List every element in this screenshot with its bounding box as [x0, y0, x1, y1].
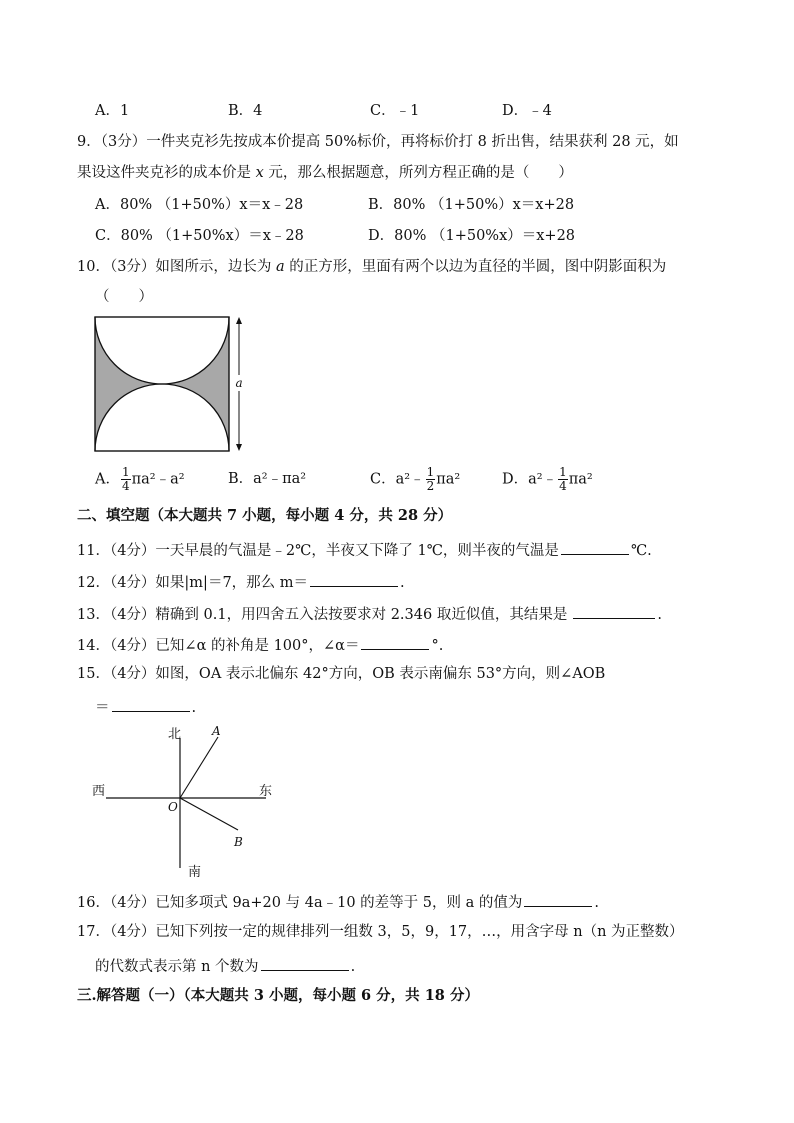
- q15-compass-figure: [88, 718, 288, 884]
- q15-label-south: 南: [188, 865, 202, 880]
- section-3-title: 三.解答题（一）（本大题共 3 小题，每小题 6 分，共 18 分）: [77, 987, 479, 1004]
- q10-option-a-prefix: A．: [95, 471, 120, 488]
- question-14: [77, 633, 443, 656]
- q10-square-figure: [90, 313, 250, 455]
- q10-option-a-denominator: 4: [121, 479, 130, 493]
- q15-stem-line2: [95, 695, 196, 718]
- q8-option-d: D．﹣4: [502, 103, 552, 119]
- q13-answer-blank[interactable]: [573, 602, 655, 619]
- q9-option-a: A．80% （1+50%）x＝x﹣28: [95, 197, 304, 213]
- q17-text: 的代数式表示第 n 个数为: [95, 959, 259, 975]
- q10-stem-text-end: 的正方形，里面有两个以边为直径的半圆，图中阴影面积为: [284, 259, 667, 275]
- q14-answer-blank[interactable]: [361, 633, 429, 650]
- q10-option-d-denominator: 4: [559, 479, 567, 493]
- q16-answer-blank[interactable]: [524, 890, 592, 907]
- q10-variable: a: [276, 259, 285, 275]
- q9-stem-text: 果设这件夹克衫的成本价是: [77, 165, 256, 181]
- q10-option-c-fraction: [426, 466, 436, 493]
- q10-stem-line1: [77, 257, 666, 277]
- q11-unit: ℃.: [630, 543, 652, 559]
- q16-period: .: [594, 895, 599, 911]
- q10-option-d-prefix: D．a²﹣: [502, 471, 558, 488]
- q10-option-d-rest: πa²: [568, 471, 593, 488]
- q9-option-b: B．80% （1+50%）x＝x+28: [368, 197, 575, 213]
- q11-answer-blank[interactable]: [561, 538, 629, 555]
- q17-stem-line2: [95, 954, 355, 977]
- q9-stem-line1: 9．（3分）一件夹克衫先按成本价提高 50%标价，再将标价打 8 折出售，结果获利 28 元，如: [77, 134, 679, 150]
- q10-option-c: [370, 466, 460, 493]
- q15-period: .: [191, 700, 197, 716]
- q8-option-a: A．1: [95, 103, 130, 119]
- q15-label-a: A: [212, 724, 221, 738]
- q10-option-d: [502, 466, 593, 493]
- q13-text: 13．（4分）精确到 0.1，用四舍五入法按要求对 2.346 取近似值，其结果是: [77, 607, 568, 623]
- q10-option-d-numerator: 1: [559, 465, 567, 479]
- q10-option-b: B．a²﹣πa²: [228, 471, 307, 487]
- q17-stem-line1: 17．（4分）已知下列按一定的规律排列一组数 3，5，9，17，…，用含字母 n（n 为正整数）: [77, 924, 684, 940]
- q15-ray-ob: [180, 798, 238, 830]
- section-2-title: 二、填空题（本大题共 7 小题，每小题 4 分，共 28 分）: [77, 507, 453, 524]
- q15-label-north: 北: [168, 727, 182, 742]
- q10-option-a-fraction: [121, 466, 131, 493]
- q10-option-a-rest: πa²﹣a²: [131, 471, 185, 488]
- q15-answer-blank[interactable]: [112, 695, 190, 712]
- q15-ray-oa: [180, 737, 218, 798]
- q10-option-a: [95, 466, 185, 493]
- q15-label-b: B: [234, 835, 243, 849]
- q17-answer-blank[interactable]: [261, 954, 349, 971]
- q9-variable: x: [255, 165, 264, 181]
- q10-option-a-numerator: 1: [121, 465, 130, 479]
- q14-text: 14．（4分）已知∠α 的补角是 100°，∠α＝: [77, 638, 360, 654]
- q12-period: .: [400, 575, 405, 591]
- question-13: [77, 602, 662, 625]
- question-16: [77, 890, 599, 913]
- q16-text: 16．（4分）已知多项式 9a+20 与 4a﹣10 的差等于 5，则 a 的值为: [77, 895, 523, 911]
- q10-stem-text: 10．（3分）如图所示，边长为: [77, 259, 277, 275]
- q9-option-c: C．80% （1+50%x）＝x﹣28: [95, 228, 304, 244]
- q12-text: 12．（4分）如果|m|＝7，那么 m＝: [77, 575, 309, 591]
- q15-label-o: O: [168, 800, 178, 814]
- q10-arrow-top: [236, 317, 242, 324]
- q13-period: .: [657, 607, 662, 623]
- q10-option-c-numerator: 1: [426, 465, 435, 479]
- q10-option-c-prefix: C．a²﹣: [370, 471, 425, 488]
- q10-option-c-rest: πa²: [436, 471, 461, 488]
- q15-stem-line1: 15．（4分）如图，OA 表示北偏东 42°方向，OB 表示南偏东 53°方向，则∠AOB: [77, 666, 606, 682]
- q15-equals: ＝: [95, 700, 110, 716]
- q15-label-west: 西: [92, 784, 106, 799]
- q15-label-east: 东: [259, 784, 273, 799]
- q12-answer-blank[interactable]: [310, 570, 398, 587]
- q9-stem-text-end: 元，那么根据题意，所列方程正确的是（ ）: [263, 165, 573, 181]
- q10-arrow-bottom: [236, 444, 242, 451]
- question-11: [77, 538, 652, 561]
- q8-option-b: B．4: [228, 103, 263, 119]
- question-12: [77, 570, 405, 593]
- q10-option-d-fraction: [558, 466, 568, 493]
- q10-side-label: a: [235, 376, 243, 390]
- q11-text: 11．（4分）一天早晨的气温是﹣2℃，半夜又下降了 1℃，则半夜的气温是: [77, 543, 559, 559]
- q17-period: .: [350, 959, 356, 975]
- q8-option-c: C．﹣1: [370, 103, 420, 119]
- q10-option-c-denominator: 2: [426, 479, 435, 493]
- q10-stem-line2: （ ）: [95, 289, 153, 305]
- q14-unit: °.: [431, 638, 444, 654]
- q9-option-d: D．80% （1+50%x）＝x+28: [368, 228, 576, 244]
- q9-stem-line2: [77, 163, 573, 183]
